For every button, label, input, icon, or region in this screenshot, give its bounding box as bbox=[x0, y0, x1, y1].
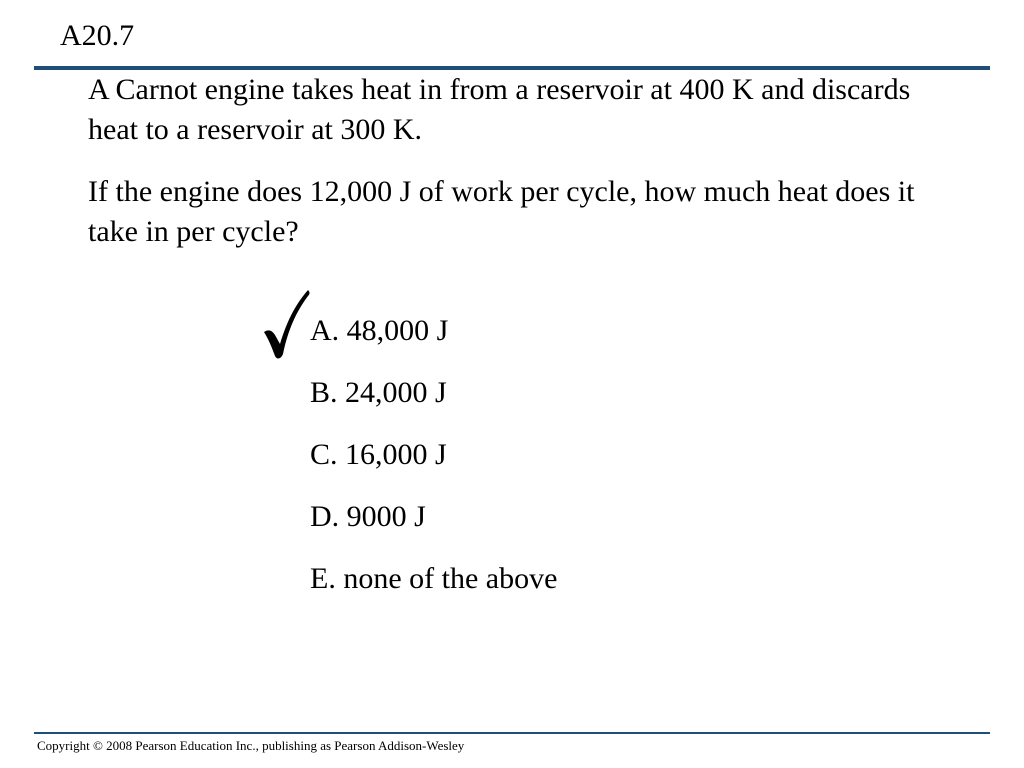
slide-id: A20.7 bbox=[60, 19, 135, 52]
checkmark-icon bbox=[262, 288, 312, 360]
question-premise: A Carnot engine takes heat in from a reservoir at 400 K and discards heat to a reservoir at 300 K. bbox=[88, 73, 911, 146]
answer-choices bbox=[310, 312, 557, 622]
question-block bbox=[88, 70, 948, 274]
question-prompt: If the engine does 12,000 J of work per cycle, how much heat does it take in per cycle? bbox=[88, 175, 915, 248]
choice-b[interactable]: B. 24,000 J bbox=[310, 376, 447, 409]
footer-divider bbox=[34, 732, 990, 734]
choice-a[interactable]: A. 48,000 J bbox=[310, 314, 449, 347]
choice-e[interactable]: E. none of the above bbox=[310, 562, 558, 595]
copyright-notice: Copyright © 2008 Pearson Education Inc., publishing as Pearson Addison-Wesley bbox=[37, 738, 465, 753]
choice-c[interactable]: C. 16,000 J bbox=[310, 438, 447, 471]
choice-d[interactable]: D. 9000 J bbox=[310, 500, 426, 533]
